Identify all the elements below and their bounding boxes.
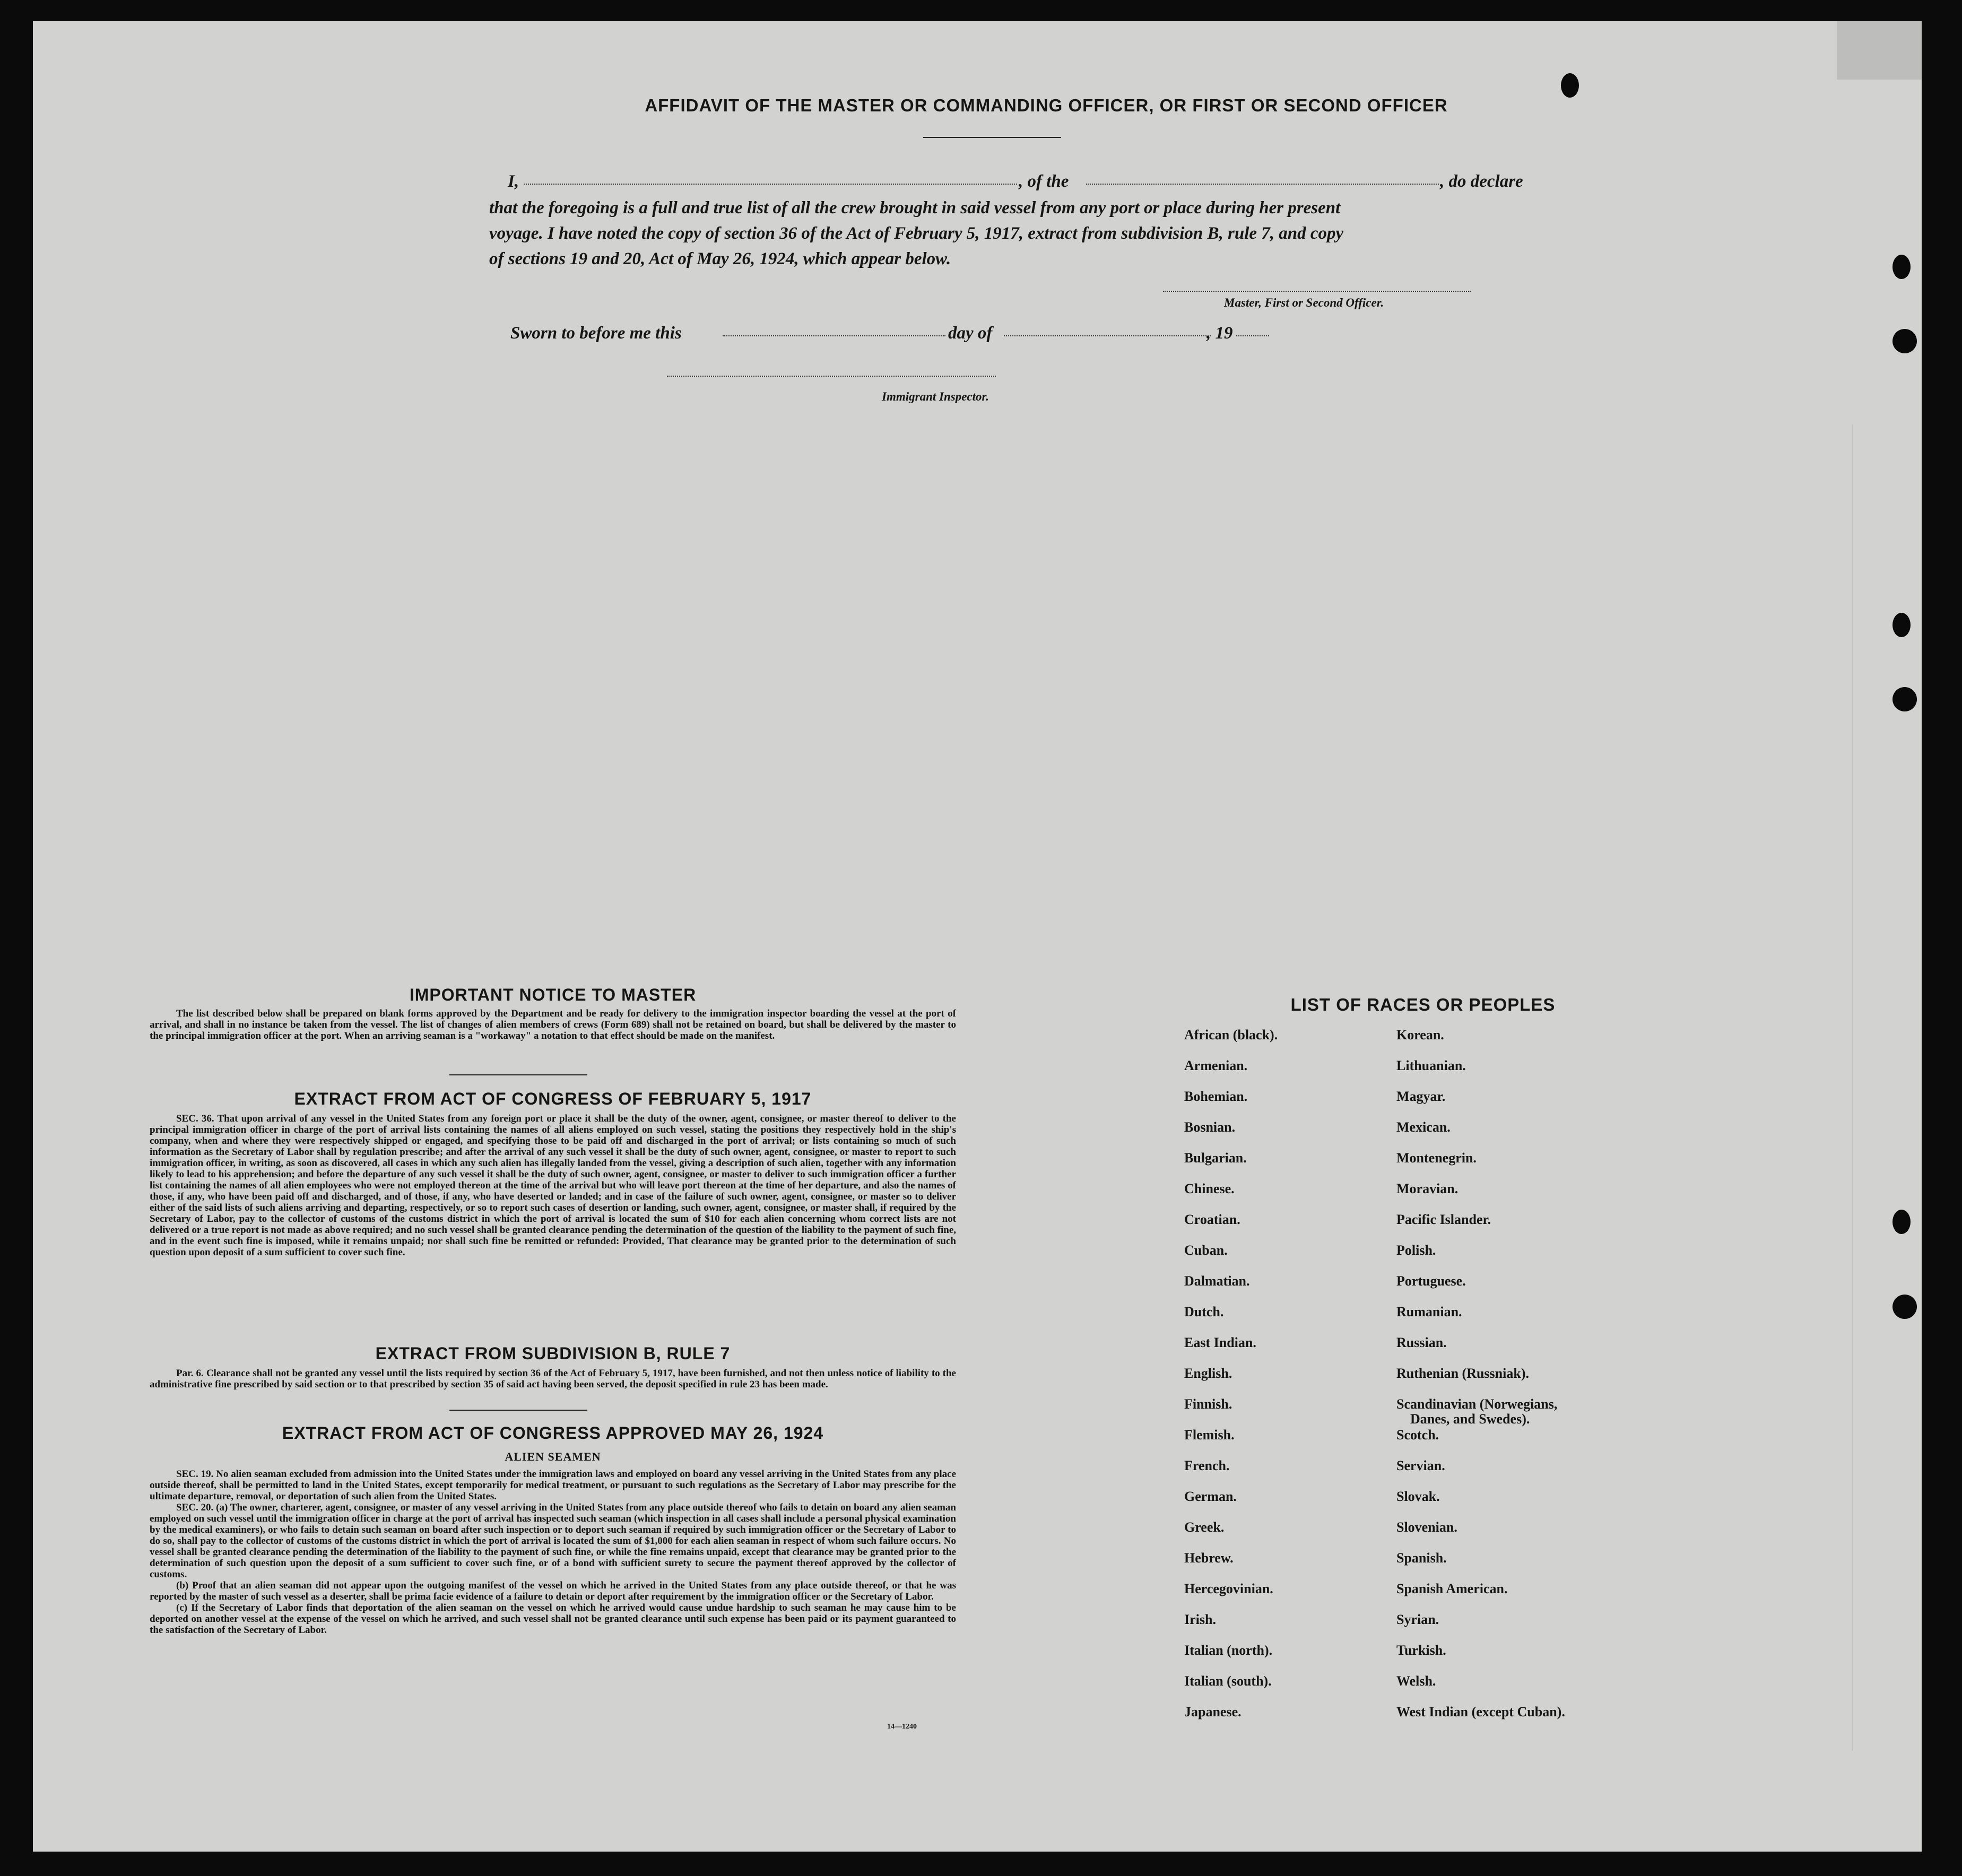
race-item: Magyar. — [1396, 1089, 1446, 1104]
race-item: Russian. — [1396, 1335, 1447, 1350]
form-number: 14—1240 — [887, 1723, 917, 1731]
race-item: Hercegovinian. — [1184, 1581, 1273, 1596]
race-item: Greek. — [1184, 1519, 1225, 1535]
title-underline — [923, 137, 1061, 138]
races-left-column — [1184, 1028, 1278, 1735]
affidavit-line-3: voyage. I have noted the copy of section 36 of the Act of February 5, 1917, extract from subdivision B, rule 7, and copy — [489, 224, 1344, 243]
race-item: Dalmatian. — [1184, 1273, 1250, 1289]
race-item: Polish. — [1396, 1243, 1436, 1258]
race-item: Korean. — [1396, 1027, 1444, 1043]
race-item: Ruthenian (Russniak). — [1396, 1366, 1529, 1381]
race-item: Slovak. — [1396, 1489, 1440, 1504]
race-item: Bulgarian. — [1184, 1150, 1247, 1166]
race-item: Flemish. — [1184, 1427, 1235, 1443]
extract-1924-body — [150, 1469, 956, 1718]
race-item: Dutch. — [1184, 1304, 1224, 1319]
race-item: German. — [1184, 1489, 1237, 1504]
bleed-through-margin — [1852, 424, 1885, 1751]
affidavit-of-the: , of the — [1019, 172, 1069, 191]
race-item: Scotch. — [1396, 1427, 1439, 1443]
races-right-column — [1396, 1028, 1565, 1735]
race-item: Croatian. — [1184, 1212, 1240, 1227]
race-item: Slovenian. — [1396, 1519, 1457, 1535]
race-item: Portuguese. — [1396, 1273, 1466, 1289]
race-item: Turkish. — [1396, 1643, 1446, 1658]
punch-hole — [1892, 1295, 1917, 1319]
vessel-field-line[interactable] — [1086, 184, 1439, 185]
race-item: Finnish. — [1184, 1396, 1232, 1412]
notice-body — [150, 1008, 956, 1050]
name-field-line[interactable] — [524, 184, 1017, 185]
race-item: Cuban. — [1184, 1243, 1228, 1258]
punch-hole — [1892, 255, 1911, 279]
race-item: Armenian. — [1184, 1058, 1248, 1073]
notice-title: IMPORTANT NOTICE TO MASTER — [409, 985, 697, 1004]
race-item: East Indian. — [1184, 1335, 1256, 1350]
section-20a-paragraph: SEC. 20. (a) The owner, charterer, agent, consignee, or master of any vessel arriving in the United States from any place outside thereof who fails to detain on board any alien seaman employed on such vessel until the immigration officer in charge at the port of arrival has inspected such seaman (which inspection in all cases shall include a personal physical examination by the medical examiners), or who fails to detain such seaman on board after such inspection or to deport such seaman if required by such immigration officer or the Secretary of Labor to do so, shall pay to the collector of customs of the customs district in which the port of arrival is located the sum of $1,000 for each alien seaman in respect of whom such failure occurs. No vessel shall be granted clearance pending the determination of the liability to the payment of such fine, or while the fine remains unpaid, except that clearance may be granted prior to the determination of such question upon the deposit of a sum sufficient to cover such fine, or of a bond with sufficient surety to secure the payment thereof approved by the collector of customs. — [150, 1502, 956, 1580]
race-item — [1396, 1397, 1565, 1428]
race-item: Mexican. — [1396, 1119, 1451, 1135]
race-item: Italian (south). — [1184, 1673, 1272, 1689]
race-item: Spanish American. — [1396, 1581, 1508, 1596]
affidavit-title: AFFIDAVIT OF THE MASTER OR COMMANDING OFFICER, OR FIRST OR SECOND OFFICER — [645, 95, 1448, 115]
inspector-signature-label: Immigrant Inspector. — [882, 390, 989, 403]
section-divider — [449, 1074, 587, 1075]
master-signature-label: Master, First or Second Officer. — [1224, 296, 1384, 309]
document-sheet — [33, 21, 1922, 1852]
paragraph-6: Par. 6. Clearance shall not be granted any vessel until the lists required by section 36 of the Act of February 5, 1917, have been furnished, and not then unless notice of liability to the administrative fine prescribed by said section or to that prescribed by section 35 of said act having been served, the deposit specified in rule 23 has been made. — [150, 1368, 956, 1390]
affidavit-line-2: that the foregoing is a full and true list of all the crew brought in said vessel from any port or place during her present — [489, 198, 1341, 218]
extract-1924-title: EXTRACT FROM ACT OF CONGRESS APPROVED MAY 26, 1924 — [282, 1423, 824, 1443]
punch-hole — [1561, 73, 1579, 98]
section-19-paragraph: SEC. 19. No alien seaman excluded from admission into the United States under the immigration laws and employed on board any vessel arriving in the United States from any place outside thereof, shall be permitted to land in the United States, except temporarily for medical treatment, or pursuant to such regulations as the Secretary of Labor may prescribe for the ultimate departure, removal, or deportation of such alien from the United States. — [150, 1469, 956, 1502]
race-item: Irish. — [1184, 1612, 1216, 1627]
page-corner-tab — [1837, 21, 1922, 80]
race-item: Syrian. — [1396, 1612, 1439, 1627]
affidavit-i: I, — [508, 172, 519, 191]
race-item: African (black). — [1184, 1027, 1278, 1043]
race-item: Spanish. — [1396, 1550, 1447, 1566]
punch-hole — [1892, 687, 1917, 711]
sworn-year-line[interactable] — [1236, 335, 1269, 336]
race-item: Hebrew. — [1184, 1550, 1234, 1566]
race-item: Italian (north). — [1184, 1643, 1273, 1658]
section-36-paragraph: SEC. 36. That upon arrival of any vessel in the United States from any foreign port or place it shall be the duty of the owner, agent, consignee, or master thereof to deliver to the principal immigration officer in charge of the port of arrival lists containing the names of all aliens employed on such vessel, stating the positions they respectively hold in the ship's company, when and where they were respectively shipped or engaged, and specifying those to be paid off and discharged in the port of arrival; or lists containing so much of such information as the Secretary of Labor shall by regulation prescribe; and after the arrival of any such vessel it shall be the duty of such owner, agent, consignee, or master to report to such immigration officer, in writing, as soon as discovered, all cases in which any such alien has illegally landed from the vessel, giving a description of such alien, together with any information likely to lead to his apprehension; and before the departure of any such vessel it shall be the duty of such owner, agent, consignee, or master to deliver to such immigration officer a further list containing the names of all alien employees who were not employed thereon at the time of the arrival but who will leave port thereon at the time of her departure, and also the names of those, if any, who have been paid off and discharged, and of those, if any, who have deserted or landed; and in case of the failure of such owner, agent, consignee, or master so to deliver either of the said lists of such aliens arriving and departing, respectively, or so to report such cases of desertion or landing, such owner, agent, consignee, or master shall, if required by the Secretary of Labor, pay to the collector of customs of the customs district in which the port of arrival is located the sum of $10 for each alien concerning whom correct lists are not delivered or a true report is not made as above required; and no such vessel shall be granted clearance pending the determination of the question of the liability to the payment of such fine, and in the event such fine is imposed, while it remains unpaid; nor shall such fine be remitted or refunded: Provided, That clearance may be granted prior to the determination of such question upon deposit of a sum sufficient to cover such fine. — [150, 1113, 956, 1258]
affidavit-line-4: of sections 19 and 20, Act of May 26, 1924, which appear below. — [489, 249, 951, 268]
punch-hole — [1892, 613, 1911, 637]
sworn-month-line[interactable] — [1004, 335, 1211, 336]
race-item: Japanese. — [1184, 1704, 1242, 1719]
race-item: Servian. — [1396, 1458, 1445, 1473]
race-item: Bosnian. — [1184, 1119, 1236, 1135]
extract-rule7-title: EXTRACT FROM SUBDIVISION B, RULE 7 — [375, 1344, 731, 1363]
extract-1917-title: EXTRACT FROM ACT OF CONGRESS OF FEBRUARY 5, 1917 — [294, 1089, 812, 1108]
race-item: Montenegrin. — [1396, 1150, 1477, 1166]
alien-seamen-subtitle: ALIEN SEAMEN — [505, 1450, 601, 1463]
races-title: LIST OF RACES OR PEOPLES — [1290, 995, 1556, 1014]
notice-paragraph: The list described below shall be prepared on blank forms approved by the Department and be ready for delivery to the immigration inspector boarding the vessel at the port of arrival, and shall in no instance be taken from the vessel. The list of changes of alien members of crews (Form 689) shall not be retained on board, but shall be delivered by the master to the principal immigration officer at the port. When an arriving seaman is a "workaway" a notation to that effect should be made on the manifest. — [150, 1008, 956, 1041]
race-item: Chinese. — [1184, 1181, 1235, 1196]
race-item: Rumanian. — [1396, 1304, 1462, 1319]
master-signature-line[interactable] — [1163, 291, 1471, 292]
race-item: French. — [1184, 1458, 1230, 1473]
race-item: Moravian. — [1396, 1181, 1459, 1196]
affidavit-do-declare: , do declare — [1440, 172, 1523, 191]
extract-rule7-body — [150, 1368, 956, 1403]
punch-hole — [1892, 1210, 1911, 1234]
race-item: English. — [1184, 1366, 1232, 1381]
inspector-signature-line[interactable] — [667, 376, 996, 377]
race-item-scandinavian: Scandinavian (Norwegians, — [1396, 1396, 1558, 1412]
punch-hole — [1892, 329, 1917, 353]
sworn-day-of: day of — [948, 324, 993, 343]
sworn-prefix: Sworn to before me this — [510, 324, 682, 343]
race-item: Bohemian. — [1184, 1089, 1248, 1104]
section-20c-paragraph: (c) If the Secretary of Labor finds that deportation of the alien seaman on the vessel on which he arrived would cause undue hardship to such seaman he may cause him to be deported on another vessel at the expense of the vessel on which he arrived, and such vessel shall not be granted clearance until such expense has been paid or its payment guaranteed to the satisfaction of the Secretary of Labor. — [150, 1602, 956, 1636]
race-item: Pacific Islander. — [1396, 1212, 1491, 1227]
section-20b-paragraph: (b) Proof that an alien seaman did not appear upon the outgoing manifest of the vessel on which he arrived in the United States from any place outside thereof, or that he was reported by the master of such vessel as a deserter, shall be prima facie evidence of a failure to detain or deport after requirement by the immigration officer or the Secretary of Labor. — [150, 1580, 956, 1602]
race-item: West Indian (except Cuban). — [1396, 1704, 1565, 1719]
race-item: Welsh. — [1396, 1673, 1436, 1689]
race-item-scandinavian-cont: Danes, and Swedes). — [1410, 1411, 1530, 1427]
extract-1917-body — [150, 1113, 956, 1336]
sworn-year-prefix: , 19 — [1206, 324, 1233, 343]
race-item: Lithuanian. — [1396, 1058, 1466, 1073]
section-divider — [449, 1410, 587, 1411]
sworn-day-line[interactable] — [723, 335, 945, 336]
